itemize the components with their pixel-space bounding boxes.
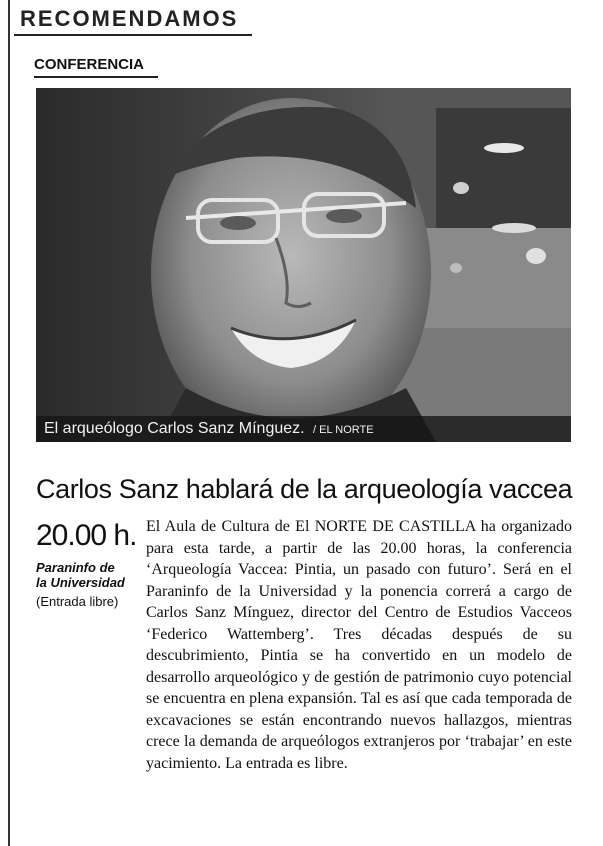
section-title: RECOMENDAMOS bbox=[20, 6, 239, 31]
venue-line-1: Paraninfo de bbox=[36, 560, 115, 575]
photo-credit: / EL NORTE bbox=[313, 424, 374, 436]
event-venue bbox=[36, 560, 125, 590]
article-body: El Aula de Cultura de El NORTE DE CASTILLA ha organizado para esta tarde, a partir de las 20.00 horas, la conferencia ‘Arqueología Vaccea: Pintia, un pasado con futuro’. Será en el Paraninfo de la Universidad y la ponencia correrá a cargo de Carlos Sanz Mínguez, director del Centro de Estudios Vacceos ‘Federico Wattemberg’. Tres décadas después de su descubrimiento, Pintia se ha convertido en un modelo de desarrollo arqueológico y de gestión de patrimonio cuyo potencial se encuentra en plena expansión. Tal es así que cada temporada de excavaciones se están encontrando nuevos hallazgos, mientras crece la demanda de arqueólogos extranjeros por ‘trabajar’ en este yacimiento. La entrada es libre. bbox=[146, 518, 572, 772]
portrait-illustration bbox=[36, 88, 571, 442]
event-entry: (Entrada libre) bbox=[36, 594, 119, 609]
category-label: CONFERENCIA bbox=[34, 56, 145, 73]
column-rule bbox=[8, 0, 10, 846]
article-headline: Carlos Sanz hablará de la arqueología vaccea bbox=[36, 474, 573, 504]
portrait-photo bbox=[36, 88, 571, 442]
section-rule bbox=[14, 34, 252, 36]
category-rule bbox=[34, 76, 158, 78]
photo-caption bbox=[36, 416, 571, 442]
event-time: 20.00 h. bbox=[36, 519, 137, 552]
caption-text: El arqueólogo Carlos Sanz Mínguez. bbox=[44, 420, 305, 437]
venue-line-2: la Universidad bbox=[36, 575, 125, 590]
